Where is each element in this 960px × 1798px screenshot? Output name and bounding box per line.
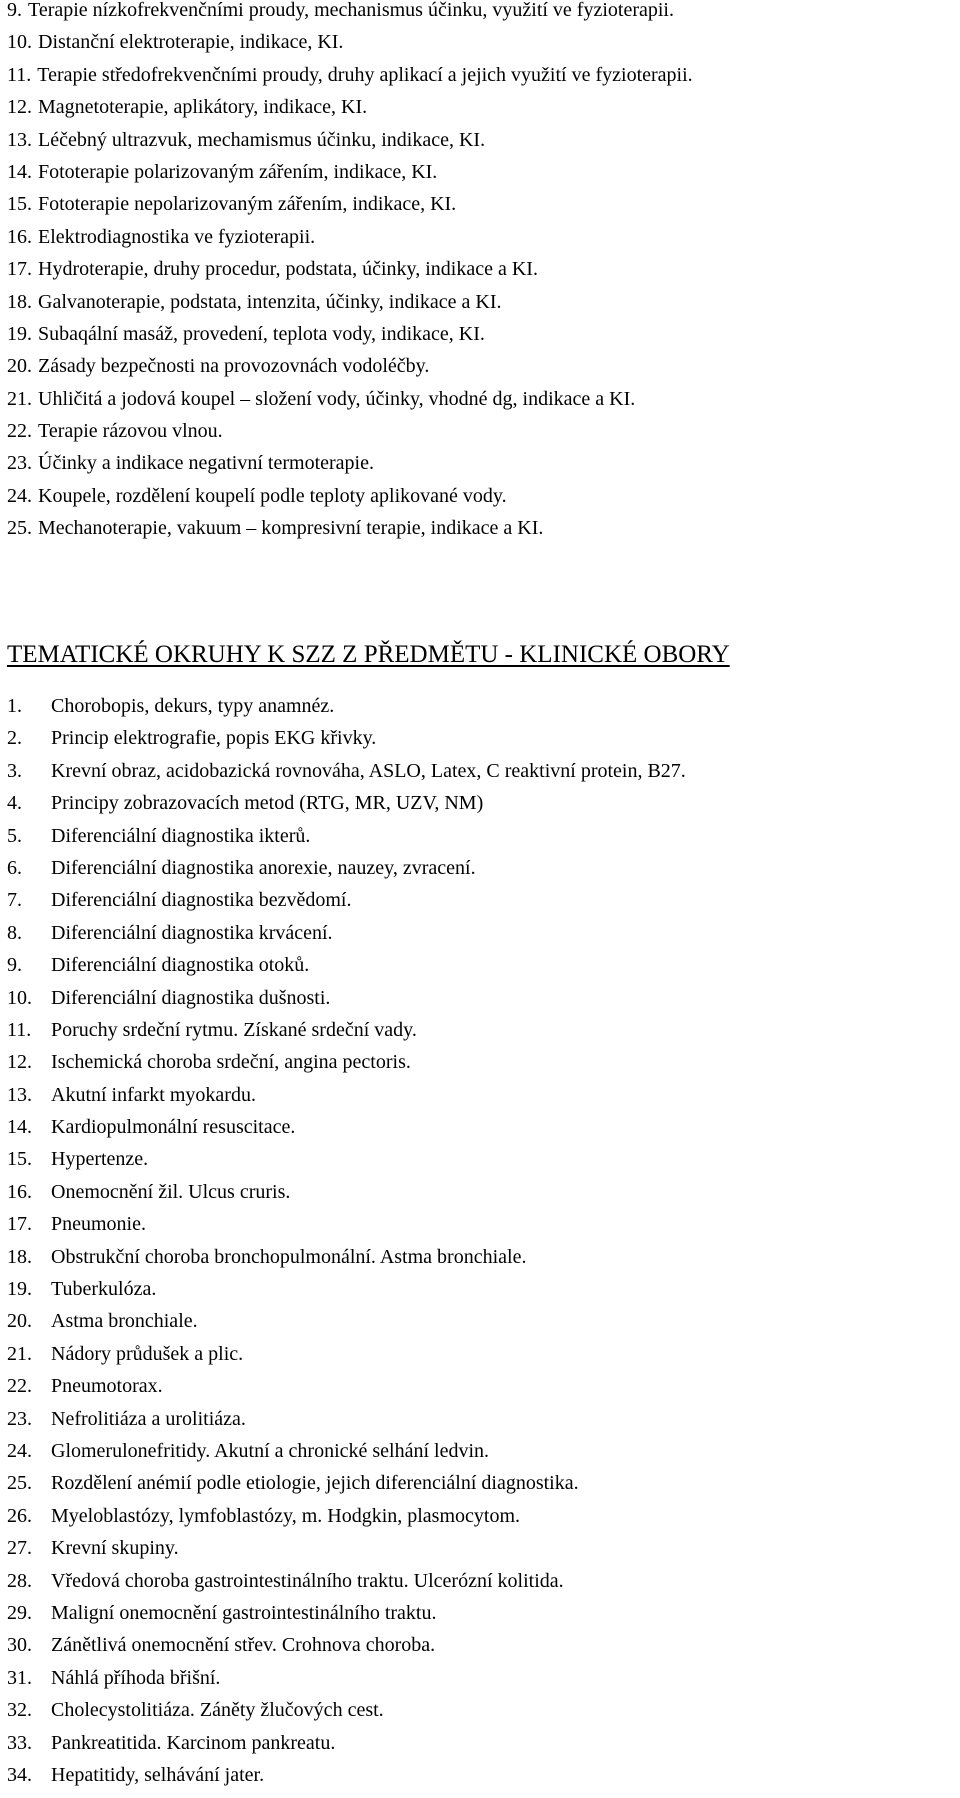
item-text: Diferenciální diagnostika anorexie, nauzey, zvracení.: [51, 856, 476, 879]
list-item: [7, 884, 952, 916]
list-item: [7, 124, 952, 156]
item-number: 11.: [7, 63, 32, 86]
item-number: 7.: [7, 889, 22, 912]
item-number: 2.: [7, 727, 22, 750]
list-item: [7, 318, 952, 350]
item-number: 15.: [7, 193, 32, 216]
item-text: Terapie středofrekvenčními proudy, druhy aplikací a jejich využití ve fyzioterapii.: [37, 63, 693, 86]
item-text: Vředová choroba gastrointestinálního traktu. Ulcerózní kolitida.: [51, 1569, 564, 1592]
item-text: Rozdělení anémií podle etiologie, jejich diferenciální diagnostika.: [51, 1472, 579, 1495]
item-number: 32.: [7, 1699, 32, 1722]
item-number: 13.: [7, 128, 32, 151]
item-text: Diferenciální diagnostika bezvědomí.: [51, 889, 352, 912]
list-item: [7, 415, 952, 447]
item-text: Nádory průdušek a plic.: [51, 1342, 244, 1365]
klinicke-obory-topic-list: [7, 690, 952, 1791]
list-item: [7, 1208, 952, 1240]
item-text: Fototerapie nepolarizovaným zářením, indikace, KI.: [38, 193, 457, 216]
item-text: Hypertenze.: [51, 1148, 149, 1171]
list-item: [7, 722, 952, 754]
item-text: Tuberkulóza.: [51, 1278, 157, 1301]
item-number: 4.: [7, 792, 22, 815]
list-item: [7, 26, 952, 58]
list-item: [7, 1079, 952, 1111]
item-text: Pankreatitida. Karcinom pankreatu.: [51, 1731, 336, 1754]
list-item: [7, 1338, 952, 1370]
item-text: Elektrodiagnostika ve fyzioterapii.: [38, 225, 316, 248]
list-item: [7, 91, 952, 123]
item-text: Mechanoterapie, vakuum – kompresivní terapie, indikace a KI.: [38, 517, 544, 540]
item-text: Účinky a indikace negativní termoterapie.: [38, 452, 374, 475]
item-text: Distanční elektroterapie, indikace, KI.: [38, 31, 344, 54]
item-number: 24.: [7, 484, 32, 507]
list-item: [7, 1500, 952, 1532]
item-text: Onemocnění žil. Ulcus cruris.: [51, 1180, 291, 1203]
item-text: Subaqální masáž, provedení, teplota vody, indikace, KI.: [38, 322, 485, 345]
item-number: 19.: [7, 322, 32, 345]
list-item: [7, 1370, 952, 1402]
list-item: [7, 350, 952, 382]
item-number: 22.: [7, 420, 32, 443]
list-item: [7, 221, 952, 253]
item-text: Uhličitá a jodová koupel – složení vody, účinky, vhodné dg, indikace a KI.: [38, 387, 636, 410]
item-text: Ischemická choroba srdeční, angina pectoris.: [51, 1051, 411, 1074]
item-number: 18.: [7, 290, 32, 313]
item-number: 31.: [7, 1666, 32, 1689]
item-number: 9.: [7, 0, 22, 21]
list-item: [7, 949, 952, 981]
list-item: [7, 1694, 952, 1726]
list-item: [7, 480, 952, 512]
item-number: 6.: [7, 856, 22, 879]
item-number: 17.: [7, 1213, 32, 1236]
item-text: Principy zobrazovacích metod (RTG, MR, UZV, NM): [51, 792, 484, 815]
item-number: 12.: [7, 1051, 32, 1074]
item-text: Cholecystolitiáza. Záněty žlučových cest.: [51, 1699, 384, 1722]
list-item: [7, 1305, 952, 1337]
item-number: 24.: [7, 1439, 32, 1462]
list-item: [7, 820, 952, 852]
item-text: Galvanoterapie, podstata, intenzita, účinky, indikace a KI.: [38, 290, 502, 313]
item-number: 10.: [7, 31, 32, 54]
item-number: 21.: [7, 387, 32, 410]
list-item: [7, 787, 952, 819]
list-item: [7, 286, 952, 318]
item-text: Akutní infarkt myokardu.: [51, 1083, 256, 1106]
item-text: Nefrolitiáza a urolitiáza.: [51, 1407, 246, 1430]
item-text: Pneumonie.: [51, 1213, 146, 1236]
item-number: 20.: [7, 355, 32, 378]
item-number: 27.: [7, 1537, 32, 1560]
item-number: 8.: [7, 921, 22, 944]
item-number: 9.: [7, 954, 22, 977]
list-item: [7, 1176, 952, 1208]
item-number: 19.: [7, 1278, 32, 1301]
item-number: 25.: [7, 517, 32, 540]
item-number: 16.: [7, 1180, 32, 1203]
section-heading: TEMATICKÉ OKRUHY K SZZ Z PŘEDMĚTU - KLINICKÉ OBORY: [7, 641, 730, 668]
item-text: Magnetoterapie, aplikátory, indikace, KI.: [38, 96, 368, 119]
item-number: 22.: [7, 1375, 32, 1398]
item-number: 25.: [7, 1472, 32, 1495]
item-number: 3.: [7, 759, 22, 782]
fyzioterapie-topic-list: [7, 0, 952, 545]
list-item: [7, 253, 952, 285]
list-item: [7, 1014, 952, 1046]
item-text: Diferenciální diagnostika krvácení.: [51, 921, 333, 944]
list-item: [7, 1273, 952, 1305]
list-item: [7, 1143, 952, 1175]
item-text: Fototerapie polarizovaným zářením, indikace, KI.: [38, 160, 438, 183]
list-item: [7, 755, 952, 787]
item-text: Zánětlivá onemocnění střev. Crohnova choroba.: [51, 1634, 436, 1657]
item-number: 17.: [7, 258, 32, 281]
item-number: 14.: [7, 160, 32, 183]
list-item: [7, 1532, 952, 1564]
list-item: [7, 0, 952, 26]
item-text: Princip elektrografie, popis EKG křivky.: [51, 727, 377, 750]
item-number: 13.: [7, 1083, 32, 1106]
item-number: 23.: [7, 452, 32, 475]
list-item: [7, 917, 952, 949]
list-item: [7, 1727, 952, 1759]
list-item: [7, 690, 952, 722]
list-item: [7, 1435, 952, 1467]
item-text: Glomerulonefritidy. Akutní a chronické selhání ledvin.: [51, 1439, 490, 1462]
item-number: 33.: [7, 1731, 32, 1754]
list-item: [7, 1111, 952, 1143]
list-item: [7, 1662, 952, 1694]
list-item: [7, 383, 952, 415]
item-number: 15.: [7, 1148, 32, 1171]
item-number: 23.: [7, 1407, 32, 1430]
item-text: Terapie nízkofrekvenčními proudy, mechanismus účinku, využití ve fyzioterapii.: [28, 0, 674, 21]
list-item: [7, 1565, 952, 1597]
item-number: 34.: [7, 1763, 32, 1786]
item-text: Hepatitidy, selhávání jater.: [51, 1763, 265, 1786]
item-text: Obstrukční choroba bronchopulmonální. Astma bronchiale.: [51, 1245, 527, 1268]
item-text: Krevní obraz, acidobazická rovnováha, ASLO, Latex, C reaktivní protein, B27.: [51, 759, 686, 782]
item-text: Myeloblastózy, lymfoblastózy, m. Hodgkin, plasmocytom.: [51, 1504, 521, 1527]
item-number: 16.: [7, 225, 32, 248]
item-text: Diferenciální diagnostika dušnosti.: [51, 986, 331, 1009]
item-text: Kardiopulmonální resuscitace.: [51, 1116, 296, 1139]
item-text: Astma bronchiale.: [51, 1310, 198, 1333]
list-item: [7, 1241, 952, 1273]
item-text: Krevní skupiny.: [51, 1537, 179, 1560]
list-item: [7, 59, 952, 91]
item-text: Pneumotorax.: [51, 1375, 163, 1398]
item-text: Terapie rázovou vlnou.: [38, 420, 223, 443]
list-item: [7, 1759, 952, 1791]
item-text: Zásady bezpečnosti na provozovnách vodoléčby.: [38, 355, 430, 378]
item-text: Diferenciální diagnostika ikterů.: [51, 824, 311, 847]
item-number: 21.: [7, 1342, 32, 1365]
item-number: 30.: [7, 1634, 32, 1657]
item-text: Hydroterapie, druhy procedur, podstata, účinky, indikace a KI.: [38, 258, 538, 281]
item-number: 14.: [7, 1116, 32, 1139]
item-number: 29.: [7, 1601, 32, 1624]
list-item: [7, 447, 952, 479]
item-text: Léčebný ultrazvuk, mechamismus účinku, indikace, KI.: [38, 128, 486, 151]
list-item: [7, 982, 952, 1014]
list-item: [7, 1403, 952, 1435]
item-number: 18.: [7, 1245, 32, 1268]
item-number: 10.: [7, 986, 32, 1009]
item-text: Maligní onemocnění gastrointestinálního traktu.: [51, 1601, 437, 1624]
list-item: [7, 852, 952, 884]
item-text: Náhlá příhoda břišní.: [51, 1666, 221, 1689]
list-item: [7, 512, 952, 544]
item-number: 1.: [7, 695, 22, 717]
list-item: [7, 188, 952, 220]
item-number: 11.: [7, 1018, 32, 1041]
item-text: Koupele, rozdělení koupelí podle teploty aplikované vody.: [38, 484, 507, 507]
item-number: 12.: [7, 96, 32, 119]
item-text: Diferenciální diagnostika otoků.: [51, 954, 310, 977]
item-number: 28.: [7, 1569, 32, 1592]
item-text: Poruchy srdeční rytmu. Získané srdeční vady.: [51, 1018, 417, 1041]
item-text: Chorobopis, dekurs, typy anamnéz.: [51, 695, 335, 717]
list-item: [7, 1467, 952, 1499]
list-item: [7, 156, 952, 188]
list-item: [7, 1046, 952, 1078]
list-item: [7, 1629, 952, 1661]
list-item: [7, 1597, 952, 1629]
item-number: 5.: [7, 824, 22, 847]
item-number: 26.: [7, 1504, 32, 1527]
item-number: 20.: [7, 1310, 32, 1333]
